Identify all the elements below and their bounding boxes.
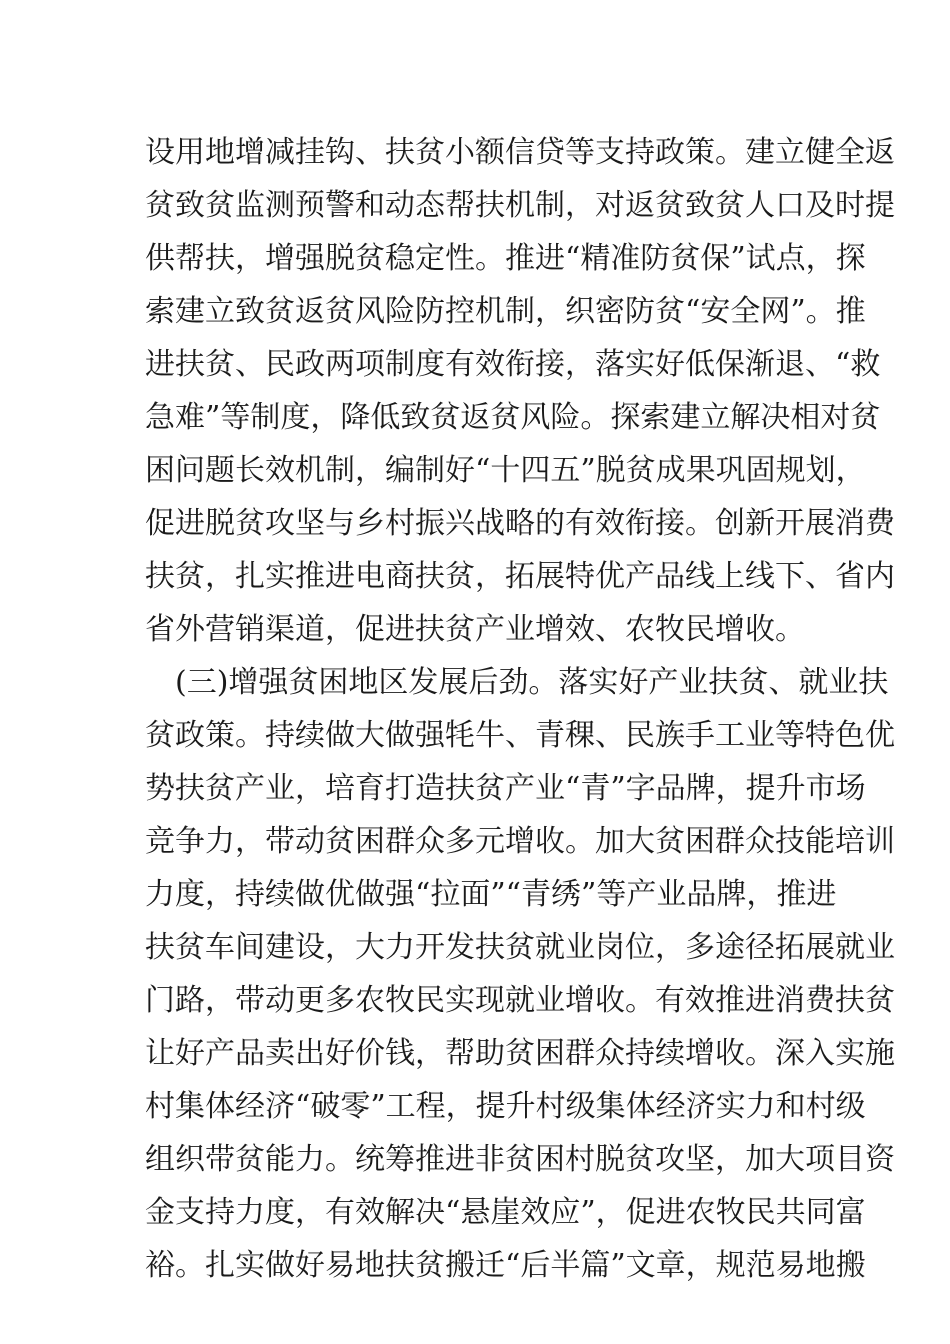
text-line: 门路，带动更多农牧民实现就业增收。有效推进消费扶贫 <box>145 983 895 1018</box>
text-line: 促进脱贫攻坚与乡村振兴战略的有效衔接。创新开展消费 <box>145 506 895 541</box>
text-line: 困问题长效机制，编制好“十四五”脱贫成果巩固规划， <box>145 453 866 488</box>
text-line: 扶贫车间建设，大力开发扶贫就业岗位，多途径拓展就业 <box>145 930 895 965</box>
text-line: 供帮扶，增强脱贫稳定性。推进“精准防贫保”试点，探 <box>145 241 866 276</box>
text-line: 势扶贫产业，培育打造扶贫产业“青”字品牌，提升市场 <box>145 771 866 806</box>
text-line: 急难”等制度，降低致贫返贫风险。探索建立解决相对贫 <box>145 400 881 435</box>
text-line: 金支持力度，有效解决“悬崖效应”，促进农牧民共同富 <box>145 1195 866 1230</box>
text-line: 村集体经济“破零”工程，提升村级集体经济实力和村级 <box>145 1089 866 1124</box>
text-line: 贫政策。持续做大做强牦牛、青稞、民族手工业等特色优 <box>145 718 895 753</box>
text-line: 组织带贫能力。统筹推进非贫困村脱贫攻坚，加大项目资 <box>145 1142 895 1177</box>
text-line: 让好产品卖出好价钱，帮助贫困群众持续增收。深入实施 <box>145 1036 895 1071</box>
text-line: 进扶贫、民政两项制度有效衔接，落实好低保渐退、“救 <box>145 347 881 382</box>
text-line: 裕。扎实做好易地扶贫搬迁“后半篇”文章，规范易地搬 <box>145 1248 866 1283</box>
text-line: 索建立致贫返贫风险防控机制，织密防贫“安全网”。推 <box>145 294 866 329</box>
text-line: 竞争力，带动贫困群众多元增收。加大贫困群众技能培训 <box>145 824 895 859</box>
paragraph-2 <box>145 656 895 1292</box>
text-line: 省外营销渠道，促进扶贫产业增效、农牧民增收。 <box>145 612 805 647</box>
body-text <box>145 126 895 1292</box>
text-line: 扶贫，扎实推进电商扶贫，拓展特优产品线上线下、省内 <box>145 559 895 594</box>
text-line: 力度，持续做优做强“拉面”“青绣”等产业品牌，推进 <box>145 877 837 912</box>
text-line: 设用地增减挂钩、扶贫小额信贷等支持政策。建立健全返 <box>145 135 895 170</box>
text-line: (三)增强贫困地区发展后劲。落实好产业扶贫、就业扶 <box>145 665 889 700</box>
paragraph-1 <box>145 126 895 656</box>
text-line: 贫致贫监测预警和动态帮扶机制，对返贫致贫人口及时提 <box>145 188 895 223</box>
